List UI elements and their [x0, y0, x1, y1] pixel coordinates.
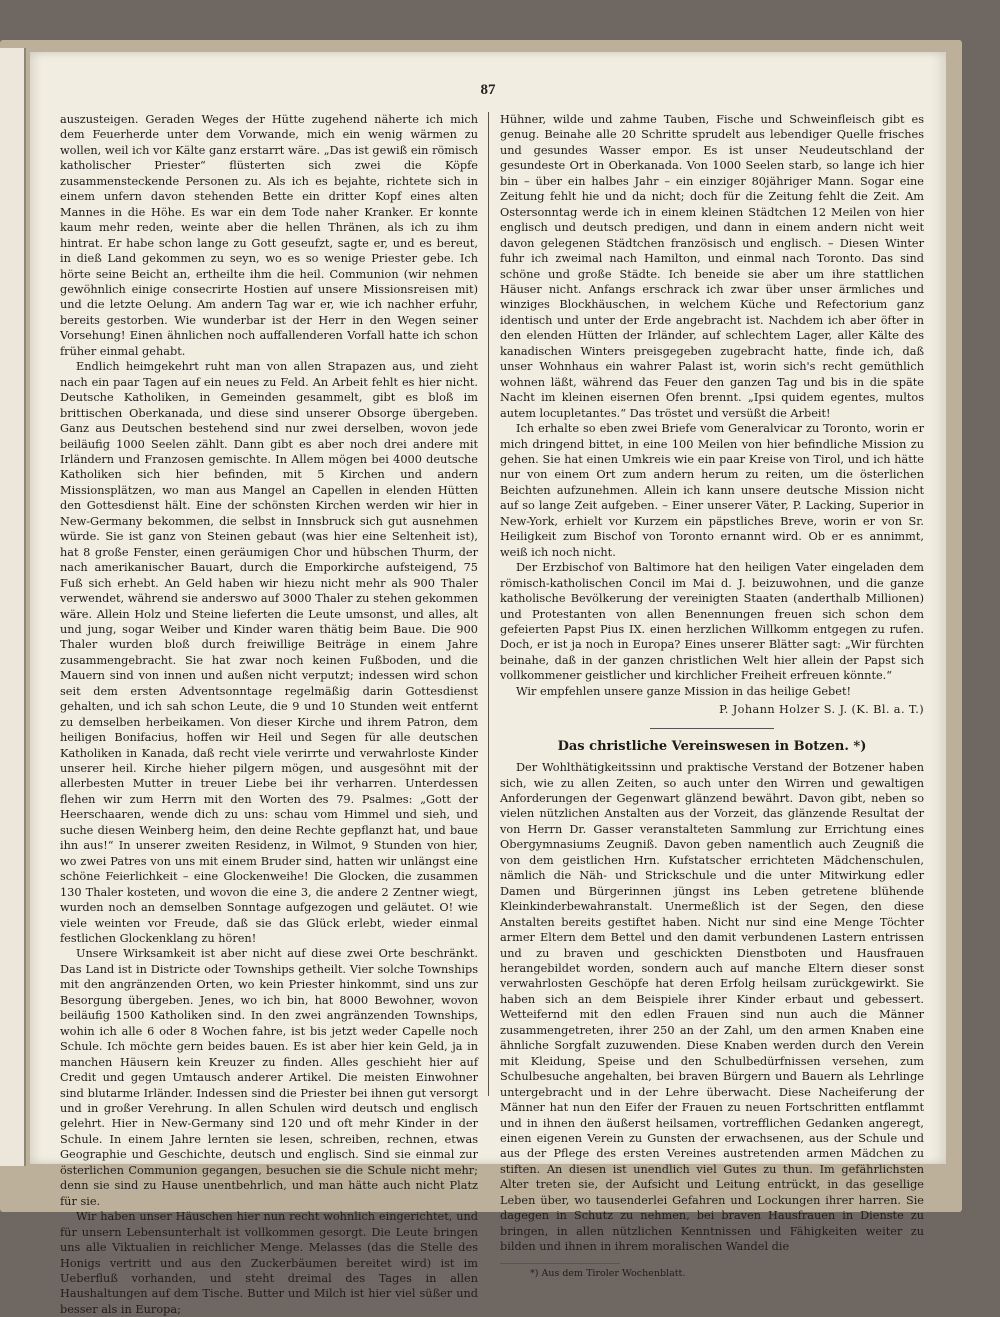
left-page-edge — [0, 48, 26, 1166]
article-title: Das christliche Vereinswesen in Botzen. *) — [557, 738, 867, 754]
author-signature: P. Johann Holzer S. J. (K. Bl. a. T.) — [719, 703, 924, 717]
paragraph: auszusteigen. Geraden Weges der Hütte zugehend näherte ich mich dem Feuerherde unter dem Vorwande, mich ein wenig wärmen zu wollen, weil ich vor Kälte ganz erstarrt wäre. „Das ist gewiß ein römisch katholischer Priester“ flüsterten sich zwei die Köpfe zusammensteckende Personen zu. Als ich es bejahte, richtete sich in einem unfern davon stehenden Bette ein dritter Kopf eines alten Mannes in die Höhe. Es war ein dem Tode naher Kranker. Er konnte kaum mehr reden, weinte aber die hellen Thränen, als ich zu ihm hintrat. Er habe schon lange zu Gott geseufzt, sagte er, und es bereut, in dieß Land gekommen zu seyn, wo es so wenige Priester gebe. Ich hörte seine Beicht an, ertheilte ihm die heil. Communion (wir nehmen gewöhnlich einige consecrirte Hostien auf unsere Missionsreisen mit) und die letzte Oelung. Am andern Tag war er, wie ich nachher erfuhr, bereits gestorben. Wie wunderbar ist der Herr in den Wegen seiner Vorsehung! Einen ähnlichen noch auffallenderen Vorfall hatte ich schon früher einmal gehabt. — [60, 113, 478, 358]
right-column — [500, 112, 924, 1280]
paragraph: Der Wohlthätigkeitssinn und praktische Verstand der Botzener haben sich, wie zu allen Zeiten, so auch unter den Wirren und gewaltigen Anforderungen der Gegenwart glänzend bewährt. Davon gibt, neben so vielen nützlichen Anstalten aus der Vorzeit, das glänzende Resultat der von Herrn Dr. Gasser veranstalteten Sammlung zur Errichtung eines Obergymnasiums Zeugniß. Davon geben namentlich auch Zeugniß die von dem geistlichen Hrn. Kufstatscher errichteten Mädchenschulen, nämlich die Näh- und Strickschule und die unter Mitwirkung edler Damen und Bürgerinnen jüngst ins Leben getretene blühende Kleinkinderbewahranstalt. Unermeßlich ist der Segen, den diese Anstalten bereits gestiftet haben. Nicht nur sind eine Menge Töchter armer Eltern dem Bettel und den damit verbundenen Lastern entrissen und zu braven und geschickten Dienstboten und Hausfrauen herangebildet worden, sondern auch auf manche Eltern dieser sonst verwahrlosten Geschöpfe hat deren Erfolg heilsam zurückgewirkt. Sie haben sich an dem Beispiele ihrer Kinder erbaut und gebessert. Wetteifernd mit den edlen Frauen sind nun auch die Männer zusammengetreten, ihrer 250 an der Zahl, um den armen Knaben eine ähnliche Sorgfalt zuzuwenden. Diese Knaben werden durch den Verein mit Kleidung, Speise und den Schulbedürfnissen versehen, zum Schulbesuche angehalten, bei braven Bürgern und Bauern als Lehrlinge untergebracht und in der Lehre überwacht. Diese Nacheiferung der Männer hat nun den Eifer der Frauen zu neuen Fortschritten entflammt und in ihnen den äußerst heilsamen, vortrefflichen Gedanken angeregt, einen eigenen Verein zu Gunsten der erwachsenen, aus der Schule und aus der Pflege des ersten Vereines austretenden armen Mädchen zu stiften. An diesen ist unendlich viel Gutes zu thun. Im gefährlichsten Alter treten sie, der Aufsicht und Leitung entrückt, in das gesellige Leben über, wo tausenderlei Gefahren und Lockungen ihrer harren. Sie dagegen in Schutz zu nehmen, bei braven Hausfrauen in Dienste zu bringen, in allen nützlichen Kenntnissen und Fähigkeiten weiter zu bilden und ihnen in ihrem moralischen Wandel die — [500, 761, 924, 1254]
paragraph: Wir haben unser Häuschen hier nun recht wohnlich eingerichtet, und für unsern Lebensunterhalt ist vollkommen gesorgt. Die Leute bringen uns alle Viktualien in reichlicher Menge. Melasses (das die Stelle des Honigs vertritt und aus den Zuckerbäumen bereitet wird) ist im Ueberfluß vorhanden, und steht dreimal des Tages in allen Haushaltungen auf dem Tische. Butter und Milch ist hier viel süßer und besser als in Europa; — [60, 1210, 478, 1316]
page-number: 87 — [480, 82, 496, 98]
paragraph: Der Erzbischof von Baltimore hat den heiligen Vater eingeladen dem römisch-katholischen Concil im Mai d. J. beizuwohnen, und die ganze katholische Bevölkerung der vereinigten Staaten (anderthalb Millionen) und Protestanten von allen Benennungen freuen sich schon dem gefeierten Papst Pius IX. einen herzlichen Willkomm entgegen zu rufen. Doch, er ist ja noch in Europa? Eines unserer Blätter sagt: „Wir fürchten beinahe, daß in der ganzen christlichen Welt hier allein der Papst sich vollkommener geistlicher und kirchlicher Freiheit erfreuen könnte.“ — [500, 561, 924, 683]
paragraph: Unsere Wirksamkeit ist aber nicht auf diese zwei Orte beschränkt. Das Land ist in Districte oder Townships getheilt. Vier solche Townships mit den angränzenden Orten, wo kein Priester hinkommt, sind uns zur Besorgung übergeben. Jenes, wo ich bin, hat 8000 Bewohner, wovon beiläufig 1500 Katholiken sind. In den zwei angränzenden Townships, wohin ich alle 6 oder 8 Wochen fahre, ist bis jetzt weder Capelle noch Schule. Ich möchte gern beides bauen. Es ist aber hier kein Geld, ja in manchen Häusern kein Kreuzer zu finden. Alles geschieht hier auf Credit und gegen Umtausch anderer Artikel. Die meisten Einwohner sind blutarme Irländer. Indessen sind die Priester bei ihnen gut versorgt und in großer Verehrung. In allen Schulen wird deutsch und englisch gelehrt. Hier in New-Germany sind 120 und oft mehr Kinder in der Schule. In einem Jahre lernten sie lesen, schreiben, rechnen, etwas Geographie und Geschichte, deutsch und englisch. Sind sie einmal zur österlichen Communion gegangen, besuchen sie die Schule nicht mehr; denn sie sind zu Hause unentbehrlich, und man hätte auch nicht Platz für sie. — [60, 947, 478, 1208]
book-page — [30, 52, 946, 1316]
column-divider — [488, 112, 489, 1096]
paragraph: Endlich heimgekehrt ruht man von allen Strapazen aus, und zieht nach ein paar Tagen auf ein neues zu Feld. An Arbeit fehlt es hier nicht. Deutsche Katholiken, in Gemeinden gesammelt, gibt es bloß im brittischen Oberkanada, und diese sind unserer Obsorge übergeben. Ganz aus Deutschen bestehend sind nur zwei derselben, wovon jede beiläufig 1000 Seelen zählt. Dann gibt es aber noch drei andere mit Irländern und Franzosen gemischte. In Allem mögen bei 4000 deutsche Katholiken sich hier befinden, mit 5 Kirchen und andern Missionsplätzen, wo man aus Mangel an Capellen in elenden Hütten den Gottesdienst hält. Eine der schönsten Kirchen werden wir hier in New-Germany bekommen, die selbst in Innsbruck sich gut ausnehmen würde. Sie ist ganz von Steinen gebaut (was hier eine Seltenheit ist), hat 8 große Fenster, einen geräumigen Chor und hübschen Thurm, der nach amerikanischer Bauart, durch die Emporkirche aufsteigend, 75 Fuß sich erhebt. An Geld haben wir hiezu nicht mehr als 900 Thaler verwendet, während sie anderswo auf 3000 Thaler zu stehen gekommen wäre. Allein Holz und Steine lieferten die Leute umsonst, und alles, alt und jung, sogar Weiber und Kinder waren thätig beim Baue. Die 900 Thaler wurden bloß durch freiwillige Beiträge in einem Jahre zusammengebracht. Sie hat zwar noch keinen Fußboden, und die Mauern sind von innen und außen nicht verputzt; indessen wird schon seit dem ersten Adventsonntage regelmäßig darin Gottesdienst gehalten, und ich sah schon Leute, die 9 und 10 Stunden weit entfernt zu demselben herbeikamen. Von dieser Kirche und ihrem Patron, dem heiligen Bonifacius, hoffen wir Heil und Segen für alle deutschen Katholiken in Kanada, daß recht viele verirrte und verwahrloste Kinder unserer heil. Kirche hieher pilgern mögen, und ausgesöhnt mit der allerbesten Mutter in treuer Liebe bei ihr verharren. Unterdessen flehen wir zum Herrn mit den Worten des 79. Psalmes: „Gott der Heerschaaren, wende dich zu uns: schau vom Himmel und sieh, und suche diesen Weinberg heim, den deine Rechte gepflanzt hat, und baue ihn aus!“ In unserer zweiten Residenz, in Wilmot, 9 Stunden von hier, wo zwei Patres von uns mit einem Bruder sind, hatten wir unlängst eine schöne Feierlichkeit – eine Glockenweihe! Die Glocken, die zusammen 130 Thaler kosteten, und wovon die eine 3, die andere 2 Zentner wiegt, wurden noch an demselben Sonntage aufgezogen und geläutet. O! wie viele weinten vor Freude, daß sie das Glück erlebt, wieder einmal festlichen Glockenklang zu hören! — [60, 360, 478, 946]
section-divider — [650, 728, 774, 729]
paragraph: Wir empfehlen unsere ganze Mission in das heilige Gebet! — [516, 684, 852, 698]
paragraph: Ich erhalte so eben zwei Briefe vom Generalvicar zu Toronto, worin er mich dringend bittet, in eine 100 Meilen von hier befindliche Mission zu gehen. Sie hat einen Umkreis wie ein paar Kreise von Tirol, und ich hätte nur von einem Ort zum andern herum zu reiten, um die österlichen Beichten aufzunehmen. Allein ich kann unsere deutsche Mission nicht auf so lange Zeit aufgeben. – Einer unserer Väter, P. Lacking, Superior in New-York, erhielt vor Kurzem ein päpstliches Breve, worin er von Sr. Heiligkeit zum Bischof von Toronto ernannt wird. Ob er es annimmt, weiß ich noch nicht. — [500, 422, 924, 559]
footnote: *) Aus dem Tiroler Wochenblatt. — [530, 1267, 686, 1279]
footnote-divider — [500, 1263, 620, 1264]
left-column — [60, 112, 478, 1317]
paragraph: Hühner, wilde und zahme Tauben, Fische und Schweinfleisch gibt es genug. Beinahe alle 20 Schritte sprudelt aus lebendiger Quelle frisches und gesundes Wasser empor. Es ist unser Neudeutschland der gesundeste Ort in Oberkanada. Von 1000 Seelen starb, so lange ich hier bin – über ein halbes Jahr – ein einziger 80jähriger Mann. Sogar eine Zeitung fehlt hie und da nicht; doch für die Zeitung fehlt die Zeit. Am Ostersonntag werde ich in einem kleinen Städtchen 12 Meilen von hier englisch und deutsch predigen, und dann in einem andern nicht weit davon gelegenen Städtchen französisch und englisch. – Diesen Winter fuhr ich zweimal nach Hamilton, und einmal nach Toronto. Das sind schöne und große Städte. Ich beneide sie aber um ihre stattlichen Häuser nicht. Anfangs erschrack ich zwar über unser ärmliches und winziges Blockhäuschen, in welchem Küche und Refectorium ganz identisch und unter der Erde angebracht ist. Nachdem ich aber öfter in den elenden Hütten der Irländer, auf schlechtem Lager, aller Kälte des kanadischen Winters preisgegeben zugebracht hatte, finde ich, daß unser Wohnhaus ein wahrer Palast ist, worin sich's recht gemüthlich wohnen läßt, während das Feuer den ganzen Tag und bis in die späte Nacht im kleinen eisernen Ofen brennt. „Ipsi quidem egentes, multos autem locupletantes.“ Das tröstet und versüßt die Arbeit! — [500, 113, 924, 420]
